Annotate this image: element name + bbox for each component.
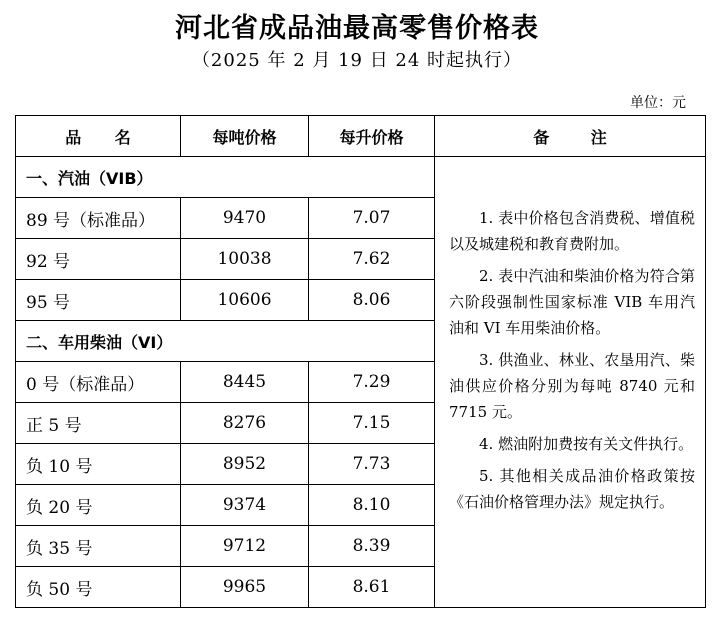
category-diesel: 二、车用柴油（VI） — [16, 321, 435, 362]
price-per-liter: 7.62 — [309, 239, 435, 280]
remark-item: 2. 表中汽油和柴油价格为符合第六阶段强制性国家标准 VIB 车用汽油和 VI 车用柴油价格。 — [449, 267, 695, 337]
product-name: 负 35 号 — [16, 526, 181, 567]
price-per-ton: 9470 — [181, 198, 309, 239]
unit-label: 单位：元 — [630, 95, 686, 111]
product-name: 负 10 号 — [16, 444, 181, 485]
product-name: 正 5 号 — [16, 403, 181, 444]
price-per-liter: 8.39 — [309, 526, 435, 567]
product-name: 负 20 号 — [16, 485, 181, 526]
category-row-gasoline — [16, 157, 706, 198]
product-name: 92 号 — [16, 239, 181, 280]
price-per-liter: 8.10 — [309, 485, 435, 526]
header-price-per-ton: 每吨价格 — [181, 116, 309, 157]
header-price-per-liter: 每升价格 — [309, 116, 435, 157]
price-per-ton: 10606 — [181, 280, 309, 321]
price-per-ton: 10038 — [181, 239, 309, 280]
price-per-liter: 7.07 — [309, 198, 435, 239]
product-name: 89 号（标准品） — [16, 198, 181, 239]
page-title: 河北省成品油最高零售价格表 — [175, 13, 539, 44]
product-name: 0 号（标准品） — [16, 362, 181, 403]
price-per-liter: 7.29 — [309, 362, 435, 403]
product-name: 负 50 号 — [16, 567, 181, 608]
price-per-liter: 8.06 — [309, 280, 435, 321]
remark-item: 3. 供渔业、林业、农垦用汽、柴油供应价格分别为每吨 8740 元和 7715 元。 — [449, 351, 695, 421]
remark-item: 1. 表中价格包含消费税、增值税以及城建税和教育费附加。 — [449, 209, 695, 253]
effective-date-subtitle: （2025 年 2 月 19 日 24 时起执行） — [191, 50, 523, 71]
price-per-liter: 7.73 — [309, 444, 435, 485]
header-remarks: 备 注 — [435, 116, 706, 157]
price-per-ton: 9712 — [181, 526, 309, 567]
price-per-liter: 7.15 — [309, 403, 435, 444]
product-name: 95 号 — [16, 280, 181, 321]
price-table — [15, 115, 706, 608]
price-per-ton: 9374 — [181, 485, 309, 526]
price-per-ton: 8952 — [181, 444, 309, 485]
price-per-ton: 8445 — [181, 362, 309, 403]
remarks-cell — [435, 157, 706, 608]
category-gasoline: 一、汽油（VIB） — [16, 157, 435, 198]
header-product-name: 品 名 — [16, 116, 181, 157]
price-per-ton: 9965 — [181, 567, 309, 608]
price-per-ton: 8276 — [181, 403, 309, 444]
remark-item: 5. 其他相关成品油价格政策按《石油价格管理办法》规定执行。 — [449, 467, 695, 511]
price-per-liter: 8.61 — [309, 567, 435, 608]
remark-item: 4. 燃油附加费按有关文件执行。 — [479, 435, 694, 453]
table-header-row — [16, 116, 706, 157]
